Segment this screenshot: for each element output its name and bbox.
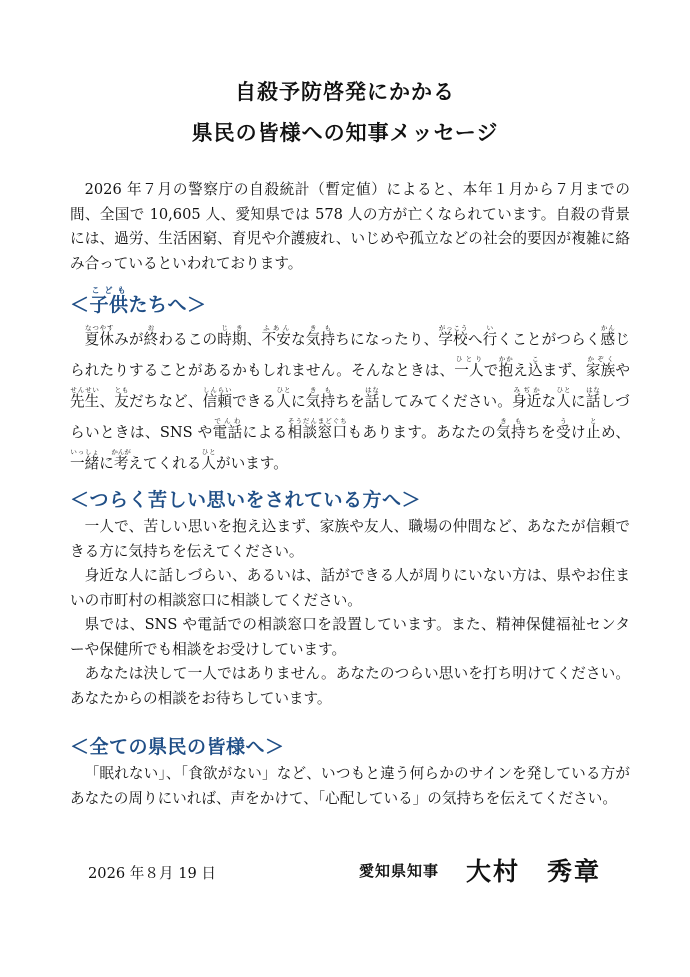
signer-title: 愛知県知事 [359, 862, 440, 880]
furigana-word [585, 355, 616, 379]
title-line-1: 自殺予防啓発にかかる [235, 80, 455, 104]
furigana-base: 電話 [212, 424, 243, 441]
furigana-word [202, 386, 233, 410]
paragraph-text: による [242, 424, 288, 441]
furigana-base: 感 [600, 331, 616, 348]
paragraph-text: みが [114, 331, 144, 348]
paragraph-text: に [570, 393, 586, 410]
furigana-reading: じき [217, 324, 247, 332]
furigana-base: 話 [364, 393, 380, 410]
furigana-reading: なつやす [84, 324, 114, 332]
paragraph-text: 、 [246, 331, 262, 348]
struggling-paragraph-4: あなたは決して一人ではありません。あなたのつらい思いを打ち明けてください。あなたからの相談をお待ちしています。 [70, 665, 630, 707]
paragraph-text: わるこの [158, 331, 218, 348]
furigana-base: 行 [482, 331, 498, 348]
furigana-base: 抱 [498, 362, 514, 379]
furigana-base: 身近 [512, 393, 542, 410]
furigana-word [212, 417, 243, 441]
paragraph-text: しづらいときは、SNS や [70, 393, 630, 441]
intro-paragraph: 2026 年７月の警察庁の自殺統計（暫定値）によると、本年１月から７月までの間、全国で 10,605 人、愛知県では 578 人の方が亡くなられています。自殺の背景には、過労、生活困窮、育児や介護疲れ、いじめや孤立などの社会的要因が複雑に絡み合っているといわれております。 [70, 181, 630, 272]
furigana-base: 一緒 [70, 455, 100, 472]
paragraph-text: ちを [335, 393, 365, 410]
furigana-word [84, 324, 115, 348]
furigana-word [512, 386, 542, 410]
paragraph-text: じられたりすることがあるかもしれません。そんなときは、 [70, 331, 630, 379]
paragraph-text: くことがつらく [497, 331, 601, 348]
paragraph-text: や [615, 362, 630, 379]
furigana-word [438, 324, 468, 348]
furigana-reading: ひとり [454, 355, 484, 363]
furigana-reading: はな [364, 386, 380, 394]
furigana-reading: いっしょ [70, 448, 100, 456]
title-line-2: 県民の皆様への知事メッセージ [191, 121, 499, 145]
struggling-heading: ＜つらく苦しい思いをされている方へ＞ [70, 489, 422, 511]
furigana-word [287, 417, 348, 441]
furigana-reading: でんわ [212, 417, 243, 425]
all-residents-paragraph: 「眠れない」、「食欲がない」など、いつもと違う何らかのサインを発している方があなたの周りにいれば、声をかけて、「心配している」の気持ちを伝えてください。 [70, 765, 630, 807]
paragraph-text: け [571, 424, 586, 441]
furigana-reading: かか [498, 355, 514, 363]
furigana-base: 気持 [305, 331, 336, 348]
furigana-reading: はな [585, 386, 601, 394]
paragraph-text: ちになったり、 [335, 331, 439, 348]
paragraph-text: してみてください。 [379, 393, 513, 410]
furigana-word [364, 386, 380, 410]
paragraph-text: へ [467, 331, 483, 348]
furigana-reading: こ [528, 355, 543, 363]
furigana-reading: ふあん [261, 324, 291, 332]
furigana-word [70, 386, 100, 410]
furigana-base: 夏休 [84, 331, 115, 348]
furigana-word [454, 355, 484, 379]
paragraph-text: だちなど、 [128, 393, 203, 410]
paragraph-text: に [99, 455, 114, 472]
paragraph-text: え [513, 362, 528, 379]
kids-heading-kanji: 子供 [89, 294, 129, 316]
furigana-word [498, 355, 514, 379]
furigana-word [305, 324, 336, 348]
kids-paragraph [70, 324, 630, 479]
struggling-paragraph-3: 県では、SNS や電話での相談窓口を設置しています。また、精神保健福祉センターや保健所でも相談をお受けしています。 [70, 616, 630, 658]
kids-heading-ruby [89, 286, 129, 316]
furigana-reading: ひと [276, 386, 291, 394]
paragraph-text: な [541, 393, 557, 410]
furigana-word [305, 386, 336, 410]
kids-heading-reading: こども [89, 286, 129, 295]
furigana-reading: きも [305, 324, 336, 332]
furigana-word [482, 324, 498, 348]
furigana-word [496, 417, 527, 441]
paragraph-text: で [483, 362, 499, 379]
furigana-base: 気持 [496, 424, 527, 441]
paragraph-text: もあります。あなたの [347, 424, 497, 441]
furigana-word [585, 386, 601, 410]
paragraph-text: まず、 [542, 362, 586, 379]
furigana-base: 学校 [438, 331, 468, 348]
furigana-reading: きも [496, 417, 526, 425]
furigana-reading: がっこう [438, 324, 468, 332]
furigana-base: 終 [143, 331, 159, 348]
furigana-word [261, 324, 291, 348]
struggling-paragraph-2: 身近な人に話しづらい、あるいは、話ができる人が周りにいない方は、県やお住まいの市町村の相談窓口に相談してください。 [70, 567, 630, 609]
all-residents-heading: ＜全ての県民の皆様へ＞ [70, 736, 285, 758]
paragraph-text: に [291, 393, 306, 410]
furigana-reading: う [556, 417, 571, 425]
furigana-word [217, 324, 247, 348]
furigana-word [114, 386, 129, 410]
furigana-base: 不安 [261, 331, 291, 348]
furigana-word [143, 324, 159, 348]
furigana-word [585, 417, 601, 441]
furigana-word [528, 355, 543, 379]
furigana-word [556, 417, 571, 441]
furigana-reading: ひと [556, 386, 571, 394]
furigana-reading: みぢか [512, 386, 542, 394]
furigana-reading: とも [114, 386, 129, 394]
furigana-base: 友 [114, 393, 129, 410]
kids-heading-rest: たちへ＞ [128, 294, 207, 316]
paragraph-text: えてくれる [128, 455, 202, 472]
paragraph-text: ちを [526, 424, 557, 441]
furigana-reading: お [143, 324, 159, 332]
furigana-reading: しんらい [202, 386, 232, 394]
kids-heading-open: ＜ [70, 294, 90, 316]
furigana-base: 気持 [305, 393, 336, 410]
message-date: 2026 年８月 19 日 [88, 865, 217, 882]
furigana-base: 一人 [454, 362, 484, 379]
paragraph-text: がいます。 [216, 455, 288, 472]
furigana-base: 相談窓口 [287, 424, 348, 441]
furigana-reading: ひと [201, 448, 216, 456]
furigana-word [70, 448, 100, 472]
furigana-base: 人 [276, 393, 292, 410]
furigana-base: 話 [585, 393, 601, 410]
signer-name: 大村 秀章 [466, 857, 602, 886]
furigana-word [556, 386, 571, 410]
furigana-base: 時期 [217, 331, 247, 348]
furigana-reading: と [585, 417, 601, 425]
furigana-base: 先生 [70, 393, 100, 410]
furigana-word [201, 448, 217, 472]
furigana-base: 人 [201, 455, 217, 472]
furigana-reading: そうだんまどぐち [287, 417, 348, 425]
furigana-reading: かんが [111, 448, 131, 456]
furigana-word [276, 386, 292, 410]
paragraph-text: 、 [99, 393, 115, 410]
paragraph-text: め、 [600, 424, 630, 441]
furigana-base: 受 [556, 424, 571, 441]
furigana-word [600, 324, 616, 348]
furigana-base: 考 [111, 455, 131, 472]
furigana-base: 込 [528, 362, 543, 379]
paragraph-text: な [290, 331, 306, 348]
furigana-reading: かぞく [585, 355, 616, 363]
furigana-base: 止 [585, 424, 601, 441]
furigana-reading: せんせい [70, 386, 100, 394]
furigana-word [111, 448, 131, 472]
furigana-base: 信頼 [202, 393, 233, 410]
furigana-reading: かん [600, 324, 616, 332]
kids-heading [70, 286, 207, 317]
struggling-paragraph-1: 一人で、苦しい思いを抱え込まず、家族や友人、職場の仲間など、あなたが信頼できる方に気持ちを伝えてください。 [70, 518, 630, 560]
paragraph-text: できる [232, 393, 277, 410]
furigana-base: 人 [556, 393, 571, 410]
furigana-base: 家族 [585, 362, 616, 379]
furigana-reading: い [482, 324, 498, 332]
furigana-reading: きも [305, 386, 336, 394]
